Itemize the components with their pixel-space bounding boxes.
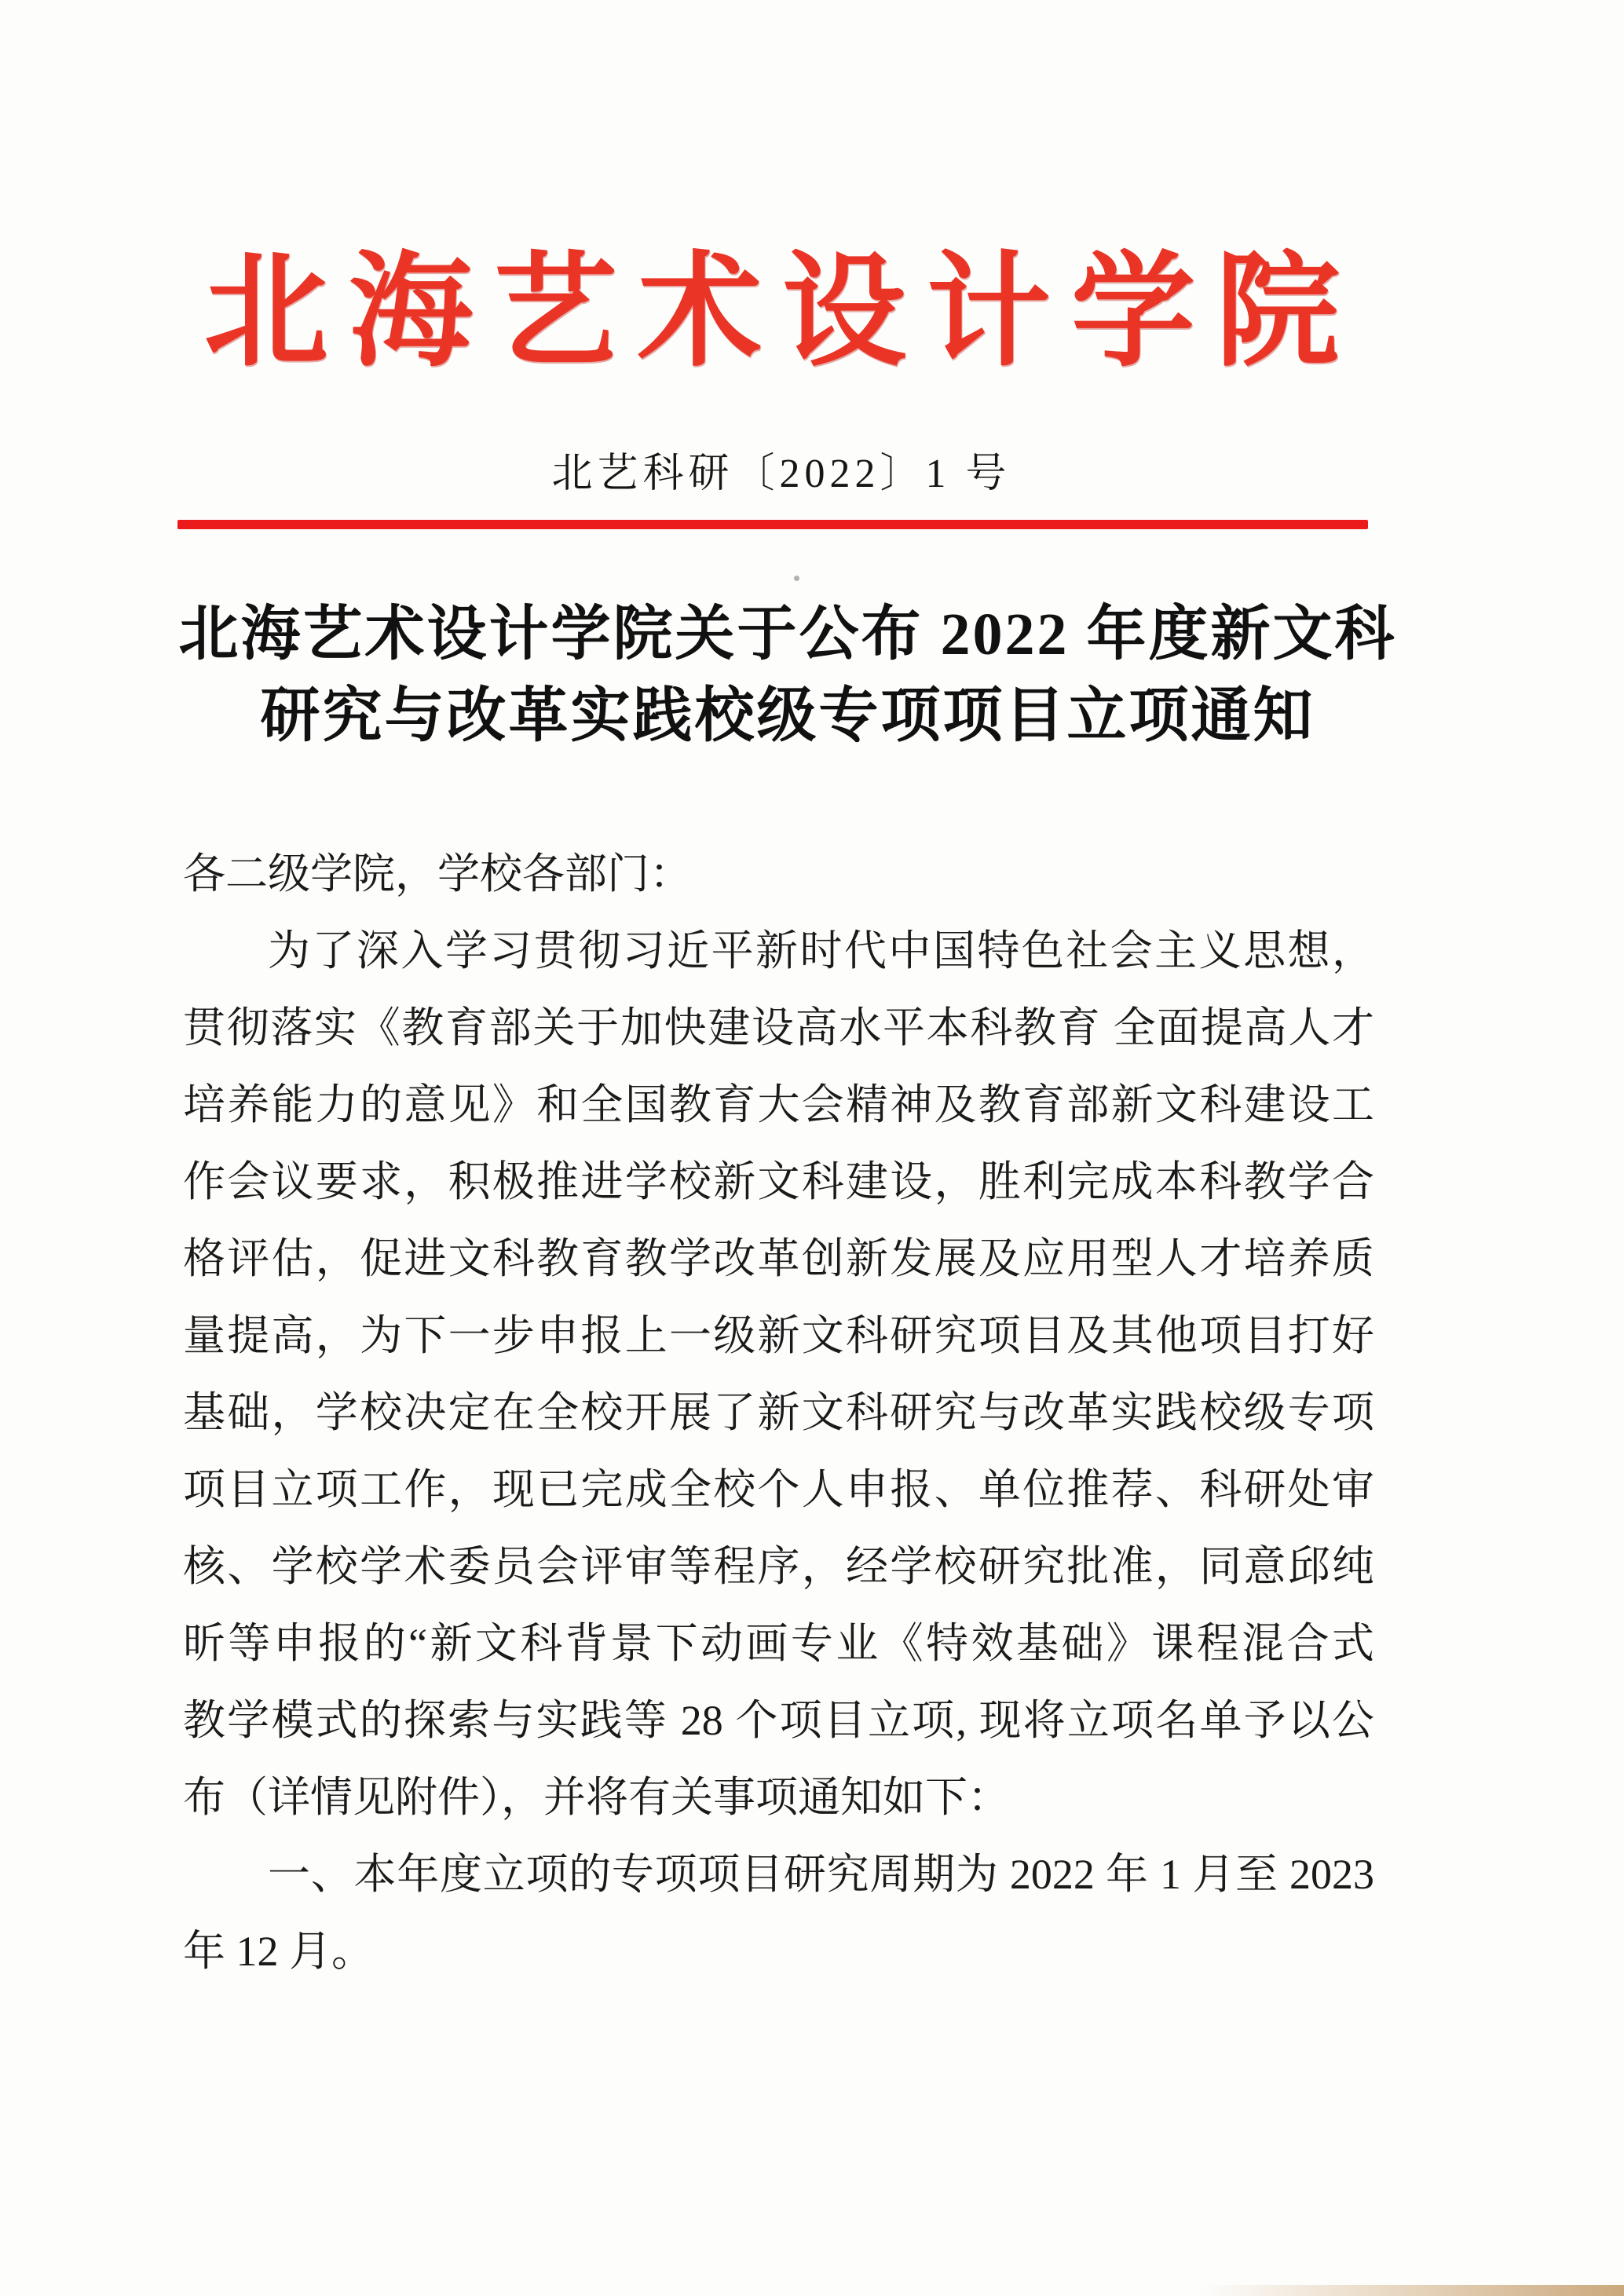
organization-masthead: 北海艺术设计学院 [204, 244, 1360, 382]
body-line: 贯彻落实《教育部关于加快建设高水平本科教育 全面提高人才 [183, 1004, 1374, 1051]
body-line: 格评估，促进文科教育教学改革创新发展及应用型人才培养质 [183, 1235, 1374, 1282]
red-separator-rule [177, 520, 1368, 529]
body-line: 年 12 月。 [183, 1928, 374, 1975]
body-line: 为了深入学习贯彻习近平新时代中国特色社会主义思想， [268, 927, 1374, 974]
body-line: 量提高，为下一步申报上一级新文科研究项目及其他项目打好 [183, 1312, 1374, 1359]
body-line: 一、本年度立项的专项项目研究周期为 2022 年 1 月至 2023 [268, 1851, 1374, 1898]
scan-edge-artifact [1200, 2285, 1624, 2296]
notice-title [0, 594, 1624, 757]
body-line: 核、学校学术委员会评审等程序，经学校研究批准，同意邱纯 [183, 1543, 1374, 1590]
salutation-line: 各二级学院，学校各部门： [183, 850, 692, 898]
notice-body [183, 835, 1374, 1990]
body-line: 基础，学校决定在全校开展了新文科研究与改革实践校级专项 [183, 1389, 1374, 1436]
document-number: 北艺科研〔2022〕1 号 [551, 452, 1011, 496]
notice-title-line-2: 研究与改革实践校级专项项目立项通知 [260, 683, 1315, 749]
body-line: 教学模式的探索与实践等 28 个项目立项, 现将立项名单予以公 [183, 1697, 1374, 1744]
body-line: 昕等申报的“新文科背景下动画专业《特效基础》课程混合式 [183, 1620, 1374, 1667]
notice-title-line-1: 北海艺术设计学院关于公布 2022 年度新文科 [178, 601, 1397, 667]
scan-dot-artifact [794, 576, 799, 581]
body-line: 培养能力的意见》和全国教育大会精神及教育部新文科建设工 [183, 1081, 1374, 1128]
body-line: 布（详情见附件），并将有关事项通知如下： [183, 1774, 1010, 1821]
body-line: 项目立项工作，现已完成全校个人申报、单位推荐、科研处审 [183, 1466, 1374, 1513]
body-line: 作会议要求，积极推进学校新文科建设，胜利完成本科教学合 [183, 1158, 1374, 1205]
